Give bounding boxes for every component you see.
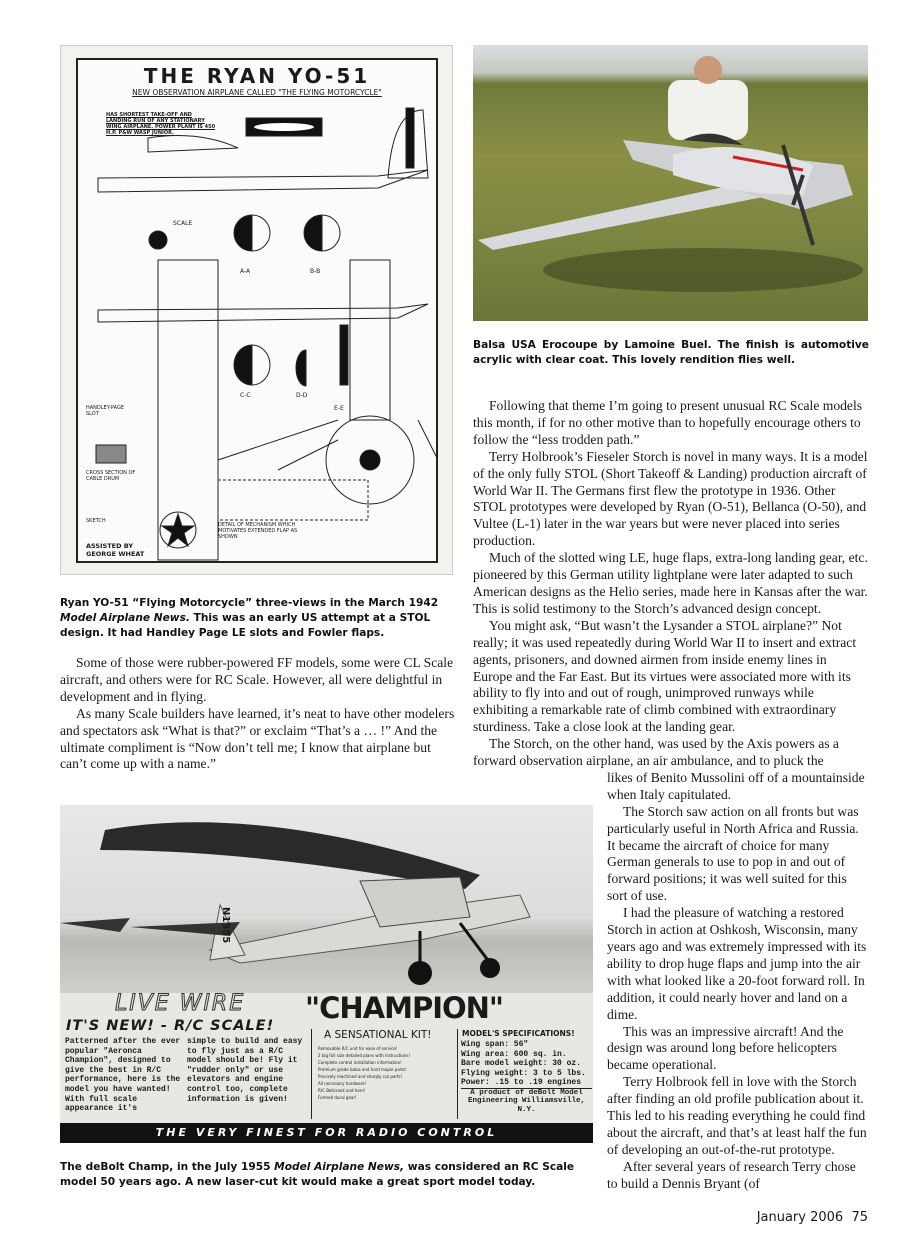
caption-text: This was an early US attempt at a STOL design. It had Handley Page LE slots and Fowler flaps.	[60, 612, 431, 639]
issue-date: January 2006	[756, 1210, 844, 1225]
registration-number: N1555	[220, 907, 231, 944]
spec-item: Wing area: 600 sq. in.	[461, 1049, 567, 1059]
blueprint-subtitle: NEW OBSERVATION AIRPLANE CALLED "THE FLYING MOTORCYCLE"	[132, 88, 382, 97]
blueprint-section-cc: C-C	[240, 392, 251, 399]
caption-magazine-title: Model Airplane News,	[274, 1161, 405, 1173]
blueprint-section-aa: A-A	[240, 268, 251, 275]
blueprint-section-bb: B-B	[310, 268, 321, 275]
feature-item: Formed dural gear!	[318, 1095, 357, 1100]
feature-item: Complete control installation information!	[318, 1060, 402, 1065]
champion-advertisement	[60, 805, 593, 1143]
blueprint-label-mechanism: DETAIL OF MECHANISM WHICH MOTIVATES EXTENDED FLAP AS SHOWN	[218, 522, 298, 540]
narrow-column-text	[607, 770, 869, 1193]
ad-product-name: "CHAMPION"	[305, 991, 504, 1025]
erocoupe-airplane-drawing	[473, 45, 868, 321]
paragraph-continuation: likes of Benito Mussolini off of a mountainside when Italy capitulated.	[607, 769, 865, 802]
ad-maker: A product of deBolt Model Engineering Williamsville, N.Y.	[467, 1088, 586, 1114]
blueprint-scale-label: SCALE	[173, 220, 193, 227]
blueprint-label-sketch: SKETCH	[86, 518, 106, 524]
paragraph: As many Scale builders have learned, it’s neat to have other modelers and spectators ask “What is that?” or exclaim “That’s a … !” And the ultimate compliment is “Now don’t tell me; I know that airplane but can’t come up with a name.”	[60, 705, 455, 772]
page-number: 75	[851, 1210, 868, 1225]
ad-banner: THE VERY FINEST FOR RADIO CONTROL	[60, 1123, 593, 1143]
paragraph: Some of those were rubber-powered FF models, some were CL Scale aircraft, and others were for RC Scale. However, all were delightful in development and in flying.	[60, 655, 454, 704]
paragraph: Following that theme I’m going to present unusual RC Scale models this month, if for no other motive than to hopefully encourage others to follow the “less trodden path.”	[473, 398, 863, 447]
paragraph: After several years of research Terry chose to build a Dennis Bryant (of	[607, 1158, 856, 1191]
blueprint-drawing	[78, 60, 438, 563]
blueprint-label-assisted: ASSISTED BY GEORGE WHEAT	[86, 542, 145, 558]
ad-spec-heading: MODEL'S SPECIFICATIONS!	[462, 1029, 575, 1038]
feature-item: Removable R/C unit for ease of service!	[318, 1046, 398, 1051]
champ-caption	[60, 1160, 595, 1190]
spec-item: Power: .15 to .19 engines	[461, 1078, 592, 1089]
caption-text: The deBolt Champ, in the July 1955	[60, 1161, 275, 1173]
live-wire-logo: LIVE WIRE	[115, 991, 246, 1016]
ad-specs-list	[461, 1040, 592, 1114]
ad-kit-heading: A SENSATIONAL KIT!	[324, 1029, 432, 1041]
ad-copy-col1: Patterned after the ever popular "Aeronca Champion", designed to give the best in R/C performance, here is the model you have wanted! With full scale appearance it's	[65, 1037, 181, 1114]
paragraph: You might ask, “But wasn’t the Lysander a STOL airplane?” Not really; it was used repeatedly during World War II to insert and extract agents, prisoners, and downed airmen from inside enemy lines in Europe and the Far East. But its virtues were associated more with its ability to fly into and out of rough, unimproved runways while exhibiting a remarkable rate of climb combined with extraordinary sturdiness. Take a close look at the landing gear.	[473, 617, 857, 735]
paragraph: I had the pleasure of watching a restored Storch in action at Oshkosh, Wisconsin, many years ago and was extremely impressed with its ability to drop huge flaps and jump into the air with what looked like a 20-foot forward roll. In addition, it could nearly hover and land on a dime.	[607, 905, 867, 1022]
paragraph: This was an impressive aircraft! And the design was around long before helicopters became operational.	[607, 1023, 844, 1073]
caption-magazine-title: Model Airplane News.	[60, 612, 190, 624]
caption-text: Ryan YO-51 “Flying Motorcycle” three-views in the March 1942	[60, 597, 439, 609]
blueprint-label-slot: HANDLEY-PAGE SLOT	[86, 405, 125, 417]
spec-item: Wing span: 56"	[461, 1040, 529, 1049]
blueprint-label-drum: CROSS SECTION OF CABLE DRUM	[86, 470, 136, 482]
left-column-text	[60, 655, 455, 773]
erocoupe-caption: Balsa USA Erocoupe by Lamoine Buel. The finish is automotive acrylic with clear coat. This lovely rendition flies well.	[473, 339, 869, 366]
feature-item: R/C Bellcrank and horn!	[318, 1088, 366, 1093]
paragraph: Much of the slotted wing LE, huge flaps, extra-long landing gear, etc. pioneered by this German utility lightplane were later adapted to such American designs as the Helio series, made here in Kansas after the war. This is solid testimony to the Storch’s advanced design concept.	[473, 550, 868, 616]
paragraph: Terry Holbrook fell in love with the Storch after finding an old profile publication about it. This led to his reading everything he could find about the aircraft, and that’s at least half the fun of developing an out-of-the-rut prototype.	[607, 1074, 867, 1157]
blueprint-section-ee: E-E	[334, 405, 344, 412]
paragraph: The Storch, on the other hand, was used by the Axis powers as a forward observation airplane, an air ambulance, and to pluck the	[473, 736, 839, 769]
feature-item: 2 big full size detailed plans with instructions!	[318, 1053, 411, 1058]
ad-headline: IT'S NEW! - R/C SCALE!	[66, 1018, 275, 1034]
blueprint-caption	[60, 596, 455, 641]
caption-text: was considered an RC Scale model 50 years ago. A new laser-cut kit would make a great sport model today.	[60, 1161, 575, 1188]
ad-features-list	[318, 1045, 454, 1101]
right-column-text	[473, 398, 869, 770]
ad-copy-col2: simple to build and easy to fly just as a R/C model should be! Fly it "rudder only" or use elevators and engine control too, complete information is given!	[187, 1037, 303, 1104]
champion-airplane-drawing	[60, 805, 593, 993]
page-footer	[757, 1210, 868, 1225]
paragraph: The Storch saw action on all fronts but was particularly useful in North Africa and Russia. It became the aircraft of choice for many German generals to use to pop in and out of forward positions; it was well suited for this sort of use.	[607, 803, 859, 904]
paragraph: Terry Holbrook’s Fieseler Storch is novel in many ways. It is a model of the only fully STOL (Short Takeoff & Landing) production aircraft of World War II. The Germans first flew the prototype in 1936. Other STOL prototypes were developed by Ryan (O-51), Bellanca (O-50), and Vultee (L-1) later in the war years but were never placed into series production.	[473, 448, 868, 549]
spec-item: Flying weight: 3 to 5 lbs.	[461, 1068, 586, 1078]
spec-item: Bare model weight: 30 oz.	[461, 1059, 582, 1069]
blueprint-note: HAS SHORTEST TAKE-OFF AND LANDING RUN OF ANY STATIONARY WING AIRPLANE. POWER PLANT IS 450 H.P. P&W WASP JUNIOR.	[106, 112, 216, 136]
champion-airplane-photo	[60, 805, 593, 993]
feature-item: All necessary hardware!	[318, 1081, 367, 1086]
blueprint-title: THE RYAN YO-51	[143, 64, 371, 88]
ryan-yo51-blueprint-image	[60, 45, 453, 575]
feature-item: Premium grade balsa and hard maple parts!	[318, 1067, 407, 1072]
erocoupe-photo	[473, 45, 868, 321]
feature-item: Precisely machined and sharply cut parts!	[318, 1074, 403, 1079]
blueprint-section-dd: D-D	[296, 392, 308, 399]
